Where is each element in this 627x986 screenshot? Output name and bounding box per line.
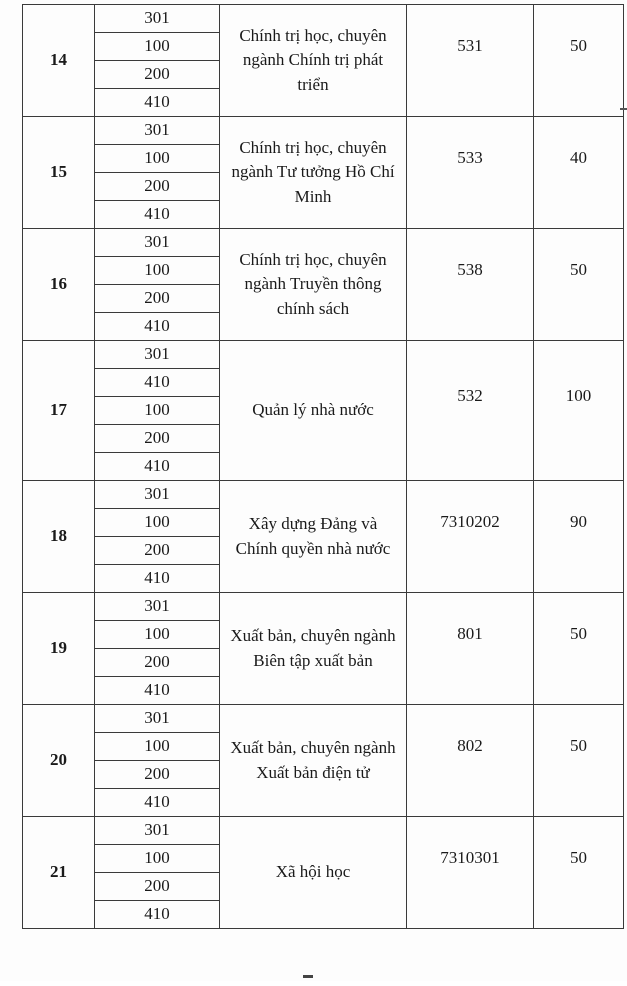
combination-code: 200	[95, 649, 220, 677]
major-code-cell	[407, 593, 534, 705]
major-code: 533	[457, 148, 483, 168]
combination-code: 301	[95, 481, 220, 509]
combination-code: 100	[95, 145, 220, 173]
page-number	[303, 975, 313, 978]
program-name: Chính trị học, chuyên ngành Chính trị phát triển	[220, 5, 407, 117]
major-code-cell	[407, 341, 534, 481]
combination-code: 100	[95, 621, 220, 649]
combination-code: 301	[95, 117, 220, 145]
row-number: 16	[23, 229, 95, 341]
table-row	[23, 705, 624, 733]
quota-value: 50	[570, 624, 587, 644]
quota-value: 90	[570, 512, 587, 532]
combination-code: 100	[95, 509, 220, 537]
quota-cell	[534, 229, 624, 341]
combination-code: 100	[95, 33, 220, 61]
quota-value: 50	[570, 848, 587, 868]
combination-code: 410	[95, 313, 220, 341]
table-row	[23, 229, 624, 257]
combination-code: 200	[95, 425, 220, 453]
combination-code: 301	[95, 341, 220, 369]
combination-code: 410	[95, 789, 220, 817]
combination-code: 410	[95, 369, 220, 397]
row-number: 15	[23, 117, 95, 229]
row-number: 20	[23, 705, 95, 817]
program-name: Chính trị học, chuyên ngành Tư tưởng Hồ Chí Minh	[220, 117, 407, 229]
combination-code: 301	[95, 705, 220, 733]
combination-code: 410	[95, 901, 220, 929]
table-row	[23, 5, 624, 33]
row-number: 19	[23, 593, 95, 705]
row-number: 21	[23, 817, 95, 929]
major-code: 802	[457, 736, 483, 756]
quota-value: 50	[570, 36, 587, 56]
combination-code: 301	[95, 229, 220, 257]
quota-value: 50	[570, 736, 587, 756]
table-row	[23, 117, 624, 145]
table-row	[23, 817, 624, 845]
program-name: Chính trị học, chuyên ngành Truyền thông chính sách	[220, 229, 407, 341]
combination-code: 200	[95, 61, 220, 89]
combination-code: 410	[95, 565, 220, 593]
combination-code: 100	[95, 257, 220, 285]
combination-code: 100	[95, 733, 220, 761]
major-code: 531	[457, 36, 483, 56]
combination-code: 301	[95, 5, 220, 33]
quota-value: 40	[570, 148, 587, 168]
quota-cell	[534, 817, 624, 929]
combination-code: 200	[95, 537, 220, 565]
major-code: 7310202	[440, 512, 500, 532]
program-name: Xuất bản, chuyên ngành Xuất bản điện tử	[220, 705, 407, 817]
combination-code: 410	[95, 201, 220, 229]
combination-code: 301	[95, 593, 220, 621]
admission-table	[22, 4, 624, 929]
major-code: 7310301	[440, 848, 500, 868]
major-code-cell	[407, 817, 534, 929]
program-name: Quản lý nhà nước	[220, 341, 407, 481]
program-name: Xây dựng Đảng và Chính quyền nhà nước	[220, 481, 407, 593]
combination-code: 100	[95, 397, 220, 425]
quota-value: 50	[570, 260, 587, 280]
quota-cell	[534, 705, 624, 817]
combination-code: 200	[95, 173, 220, 201]
combination-code: 200	[95, 761, 220, 789]
combination-code: 100	[95, 845, 220, 873]
row-number: 18	[23, 481, 95, 593]
row-number: 14	[23, 5, 95, 117]
admission-table-body	[23, 5, 624, 929]
major-code-cell	[407, 705, 534, 817]
major-code: 801	[457, 624, 483, 644]
combination-code: 410	[95, 453, 220, 481]
major-code-cell	[407, 117, 534, 229]
table-row	[23, 593, 624, 621]
major-code-cell	[407, 229, 534, 341]
program-name: Xã hội học	[220, 817, 407, 929]
major-code-cell	[407, 481, 534, 593]
table-row	[23, 341, 624, 369]
combination-code: 410	[95, 677, 220, 705]
row-number: 17	[23, 341, 95, 481]
quota-cell	[534, 5, 624, 117]
quota-cell	[534, 341, 624, 481]
quota-cell	[534, 481, 624, 593]
margin-mark	[620, 108, 627, 110]
combination-code: 200	[95, 285, 220, 313]
major-code: 532	[457, 386, 483, 406]
program-name: Xuất bản, chuyên ngành Biên tập xuất bản	[220, 593, 407, 705]
combination-code: 410	[95, 89, 220, 117]
quota-cell	[534, 117, 624, 229]
quota-cell	[534, 593, 624, 705]
table-row	[23, 481, 624, 509]
major-code-cell	[407, 5, 534, 117]
quota-value: 100	[565, 386, 592, 406]
combination-code: 301	[95, 817, 220, 845]
major-code: 538	[457, 260, 483, 280]
combination-code: 200	[95, 873, 220, 901]
